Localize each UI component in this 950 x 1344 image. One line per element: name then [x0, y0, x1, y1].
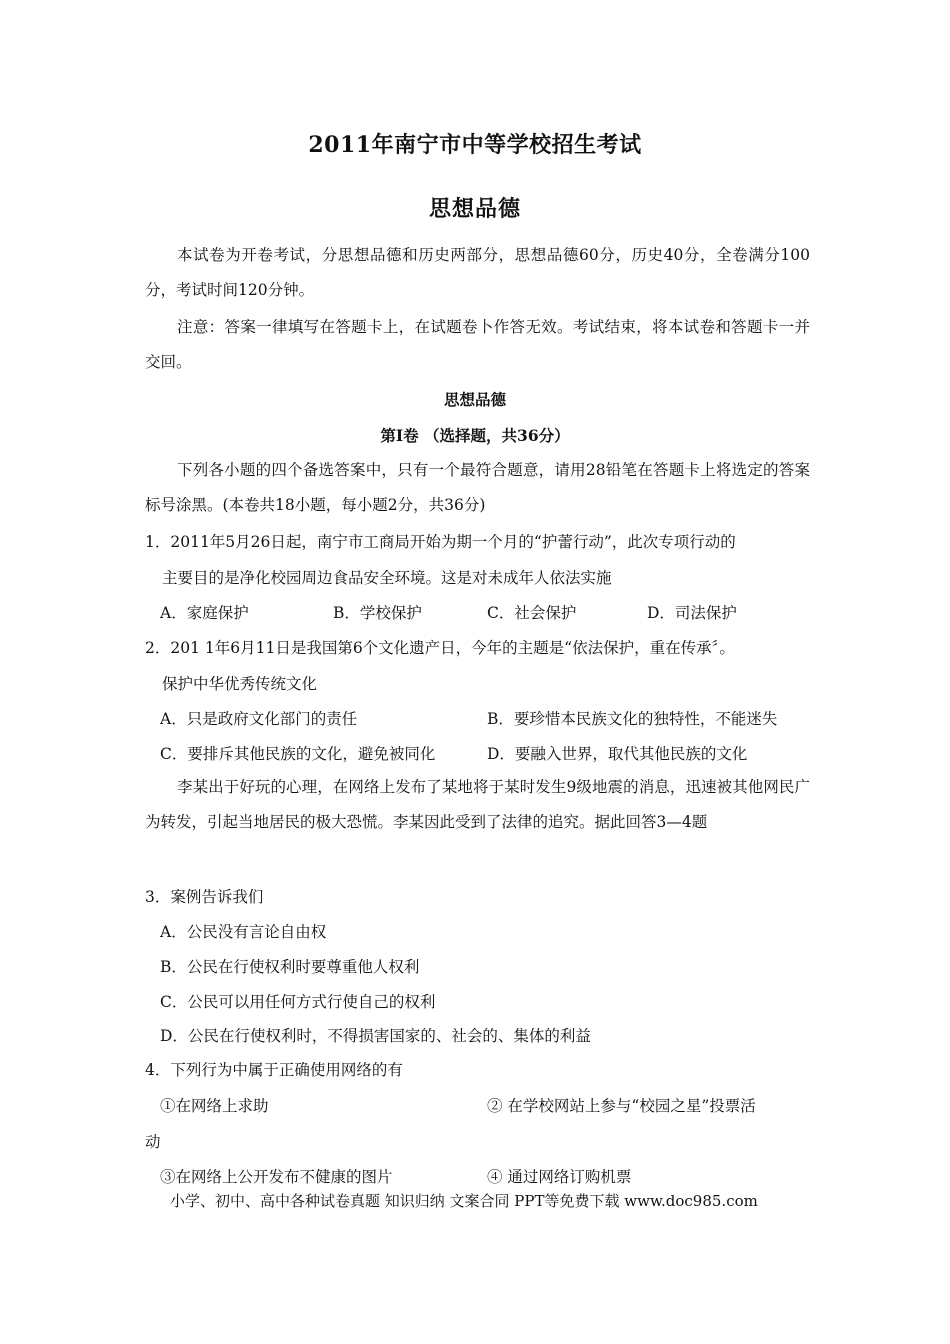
- q4-choice-1: ①在网络上求助: [160, 1097, 269, 1115]
- q2-option-a: A．只是政府文化部门的责任: [160, 710, 358, 728]
- q2-option-d: D．要融入世界，取代其他民族的文化: [487, 745, 748, 763]
- subject-title: 思想品德: [428, 196, 521, 222]
- intro-paragraph: 本试卷为开卷考试，分思想品德和历史两部分，思想品德60分，历史40分，全卷满分100分，考试时间120分钟。: [145, 246, 810, 299]
- q1-stem-line1: 1．2011年5月26日起，南宁市工商局开始为期一个月的“护蕾行动”，此次专项行动的: [145, 533, 736, 551]
- q3-option-c: C．公民可以用任何方式行使自己的权利: [160, 993, 436, 1011]
- q2-stem-line1: 2．201 1年6月11日是我国第6个文化遗产日，今年的主题是“依法保护，重在传承〞。: [145, 639, 735, 657]
- exam-title: 2011年南宁市中等学校招生考试: [308, 132, 642, 158]
- q4-choice-3: ③在网络上公开发布不健康的图片: [160, 1168, 393, 1186]
- section-name: 思想品德: [443, 390, 506, 409]
- part-heading: 第Ⅰ卷 （选择题，共36分）: [380, 426, 570, 445]
- q4-choice-2: ② 在学校网站上参与“校园之星”投票活: [487, 1097, 756, 1115]
- q1-option-a: A．家庭保护: [160, 604, 249, 622]
- q4-choice-4: ④ 通过网络订购机票: [487, 1168, 632, 1186]
- case-paragraph: 李某出于好玩的心理，在网络上发布了某地将于某时发生9级地震的消息，迅速被其他网民广为转发，引起当地居民的极大恐慌。李某因此受到了法律的追究。据此回答3—4题: [145, 778, 810, 831]
- q3-option-b: B．公民在行使权利时要尊重他人权利: [160, 958, 420, 976]
- q2-option-b: B．要珍惜本民族文化的独特性，不能迷失: [487, 710, 778, 728]
- q1-option-c: C．社会保护: [487, 604, 577, 622]
- q1-option-b: B．学校保护: [333, 604, 422, 622]
- q4-choice-2-continued: 动: [145, 1133, 161, 1151]
- q3-option-d: D．公民在行使权利时，不得损害国家的、社会的、集体的利益: [160, 1027, 591, 1045]
- q4-stem: 4．下列行为中属于正确使用网络的有: [145, 1061, 403, 1079]
- q3-stem: 3．案例告诉我们: [145, 888, 264, 906]
- q2-option-c: C．要排斥其他民族的文化，避免被同化: [160, 745, 436, 763]
- q1-stem-line2: 主要目的是净化校园周边食品安全环境。这是对未成年人依法实施: [162, 569, 612, 587]
- footer-text: 小学、初中、高中各种试卷真题 知识归纳 文案合同 PPT等免费下载 www.doc985.com: [170, 1192, 758, 1210]
- notice-paragraph: 注意：答案一律填写在答题卡上，在试题卷卜作答无效。考试结束，将本试卷和答题卡一并交回。: [145, 318, 810, 371]
- q3-option-a: A．公民没有言论自由权: [160, 923, 327, 941]
- instructions-paragraph: 下列各小题的四个备选答案中，只有一个最符合题意，请用28铅笔在答题卡上将选定的答案标号涂黑。(本卷共18小题，每小题2分，共36分): [145, 461, 810, 514]
- q2-stem-line2: 保护中华优秀传统文化: [162, 675, 318, 693]
- q1-option-d: D．司法保护: [647, 604, 737, 622]
